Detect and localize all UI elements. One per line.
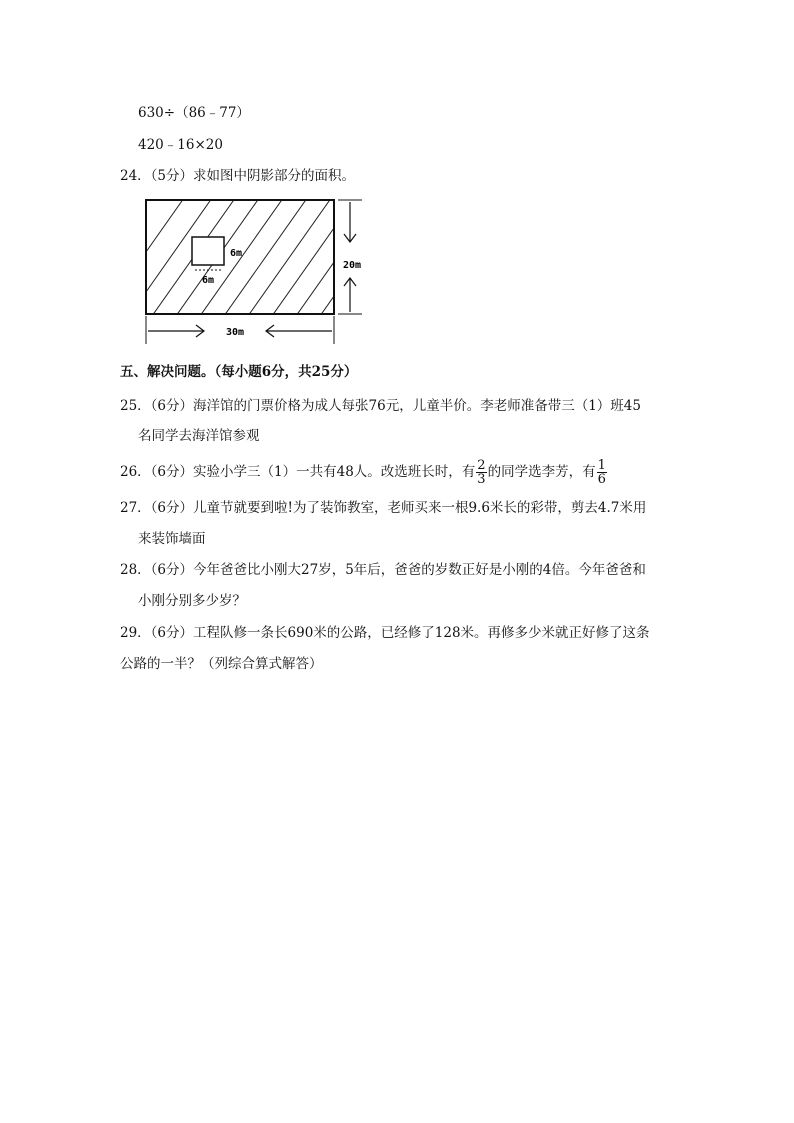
fraction-one-sixth: $\frac{1}{6}$ [597, 458, 606, 487]
question-25-line-2: 名同学去海洋馆参观 [138, 428, 260, 444]
section-5-heading: 五、解决问题。（每小题6分，共25分） [120, 364, 358, 380]
question-26-part-1: 26．（6分）实验小学三（1）一共有48人。改选班长时，有 [120, 464, 476, 480]
question-26-text [120, 459, 608, 486]
hatch-lines [146, 194, 378, 316]
question-27-line-2: 来装饰墙面 [138, 531, 206, 547]
inner-square [192, 237, 224, 265]
width-label: 30m [226, 327, 245, 338]
shaded-area-figure [138, 194, 378, 346]
question-25-line-1: 25．（6分）海洋馆的门票价格为成人每张76元，儿童半价。李老师准备带三（1）班45 [120, 398, 641, 414]
calc-expression-1: 630÷（86﹣77） [138, 105, 250, 121]
question-29-line-2: 公路的一半？（列综合算式解答） [120, 656, 323, 672]
question-29-line-1: 29．（6分）工程队修一条长690米的公路，已经修了128米。再修多少米就正好修了这条 [120, 625, 650, 641]
square-bottom-label: 6m [202, 275, 215, 286]
question-28-line-2: 小刚分别多少岁？ [138, 593, 246, 609]
question-24-text: 24．（5分）求如图中阴影部分的面积。 [120, 168, 356, 184]
question-26-part-2: 的同学选李芳，有 [487, 464, 596, 480]
question-27-line-1: 27．（6分）儿童节就要到啦!为了装饰教室，老师买来一根9.6米长的彩带，剪去4.7米用 [120, 500, 647, 516]
calc-expression-2: 420﹣16×20 [138, 137, 223, 153]
fraction-two-thirds: $\frac{2}{3}$ [477, 458, 486, 487]
question-28-line-1: 28．（6分）今年爸爸比小刚大27岁，5年后，爸爸的岁数正好是小刚的4倍。今年爸爸和 [120, 562, 646, 578]
square-side-label: 6m [230, 248, 243, 259]
height-label: 20m [343, 260, 362, 271]
